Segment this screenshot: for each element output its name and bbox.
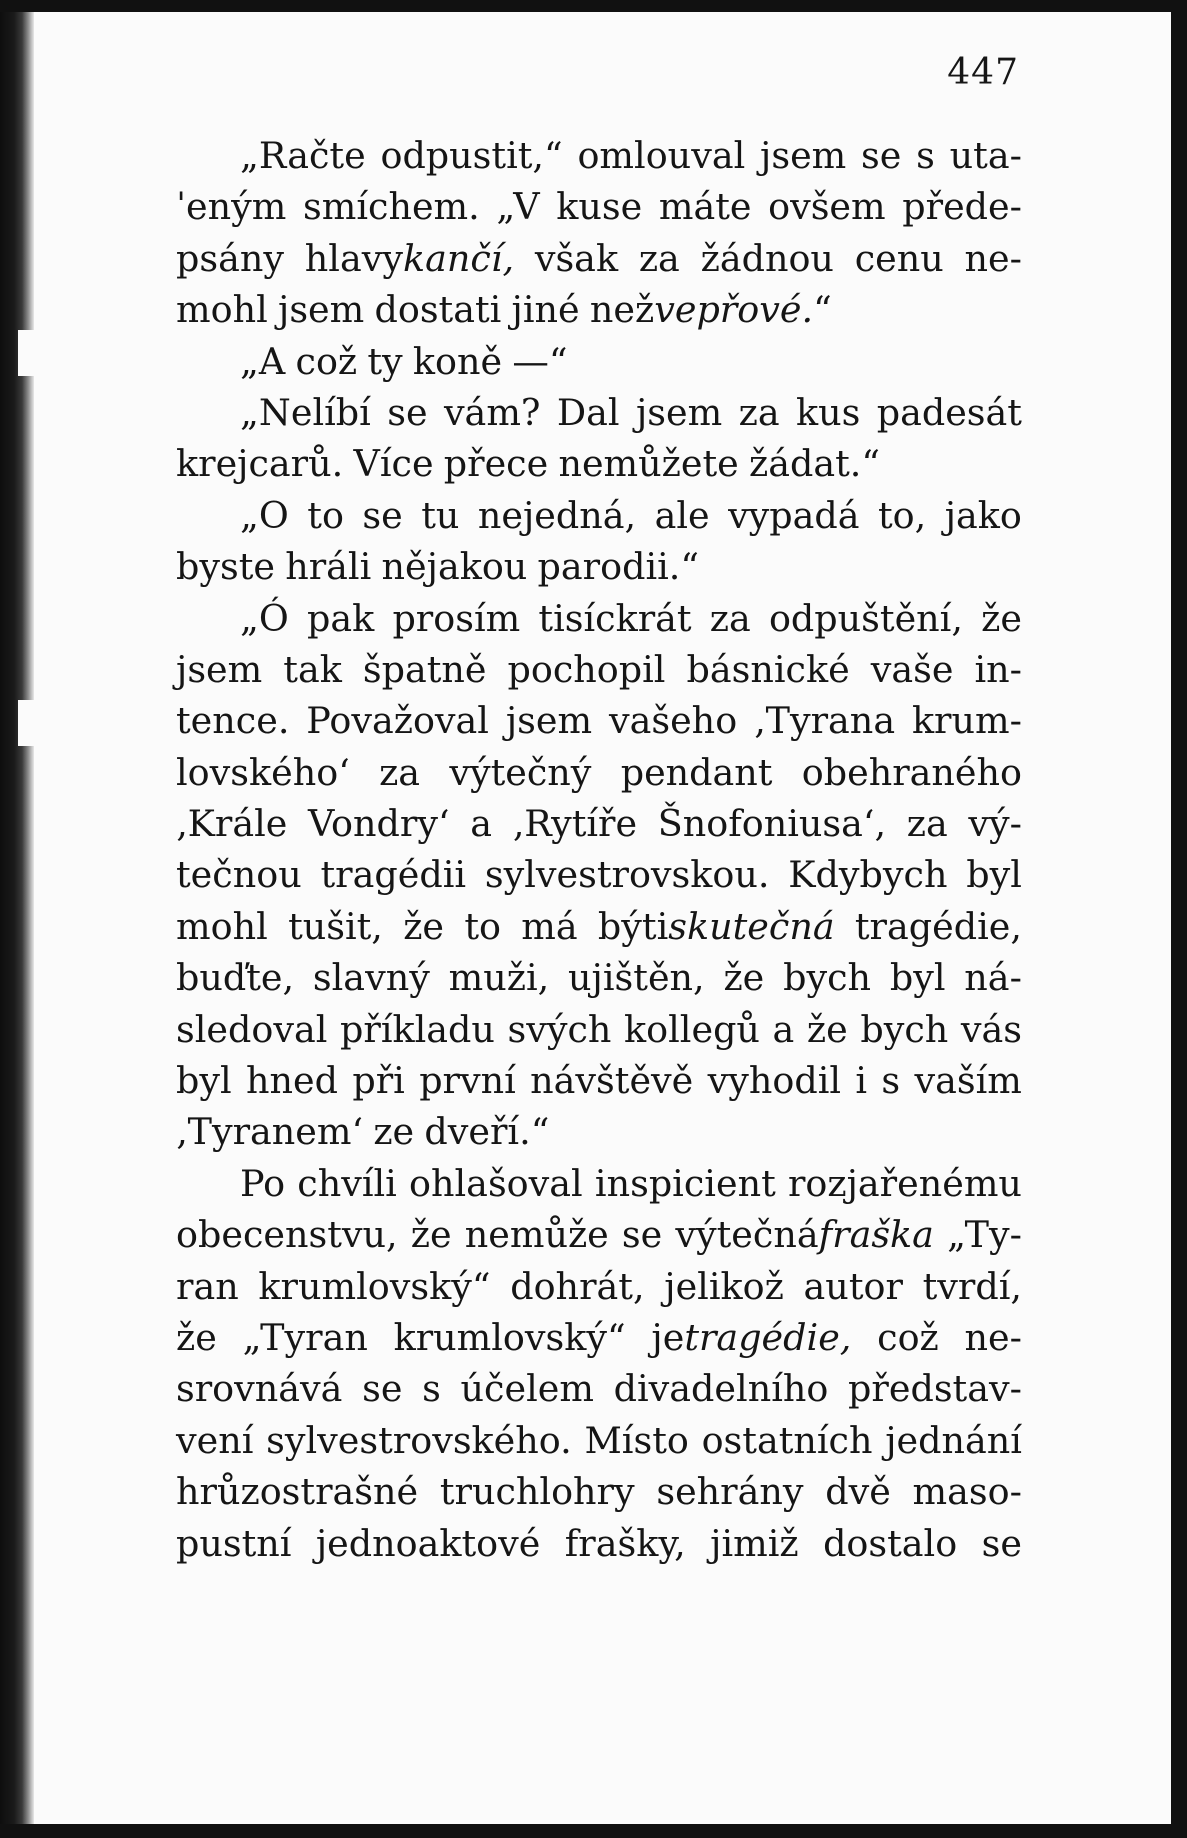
- word: ostatních: [701, 1418, 873, 1462]
- word: za: [709, 596, 751, 640]
- word: nežvepřové.“: [589, 288, 832, 332]
- word: účelem: [460, 1367, 594, 1411]
- word: žádnou: [700, 236, 834, 280]
- word: prosím: [392, 596, 521, 640]
- text-line: [176, 644, 1022, 695]
- word: nemůže: [464, 1213, 609, 1257]
- text-line: [176, 1312, 1022, 1363]
- word: ˈeným: [176, 185, 287, 229]
- binding-edge: [0, 0, 34, 1838]
- word: pochopil: [507, 647, 666, 691]
- text-line: [176, 490, 1022, 541]
- word: Považoval: [306, 699, 489, 743]
- word: při: [352, 1059, 405, 1103]
- word: „Nelíbí: [240, 390, 371, 434]
- word: ‚Krále: [176, 802, 288, 846]
- scan-border-bottom: [0, 1824, 1187, 1838]
- word: se: [981, 1521, 1022, 1565]
- word: tak: [283, 647, 342, 691]
- text-line: [176, 952, 1022, 1003]
- word: hrůzostrašné: [176, 1470, 419, 1514]
- word: ‚Tyranem‘: [176, 1110, 364, 1154]
- word: jsem: [635, 390, 723, 434]
- text-line: [176, 387, 1022, 438]
- word: vypadá: [728, 493, 860, 537]
- word: špatně: [362, 647, 487, 691]
- text-line: [176, 1055, 1022, 1106]
- word: že: [410, 1213, 452, 1257]
- word: cenu: [854, 236, 944, 280]
- word: býtiskutečná: [597, 904, 835, 948]
- word: kollegů: [624, 1007, 760, 1051]
- word: Vondry‘: [308, 802, 450, 846]
- word: hlavykančí,: [304, 236, 515, 280]
- text-line: [176, 901, 1022, 952]
- word: pendant: [620, 750, 773, 794]
- word: se: [387, 390, 428, 434]
- word: padesát: [876, 390, 1022, 434]
- word: žádat.“: [749, 442, 881, 486]
- word: odpuštění,: [768, 596, 963, 640]
- word: ze: [373, 1110, 415, 1154]
- word: tvrdí,: [922, 1264, 1022, 1308]
- word: přece: [443, 442, 549, 486]
- word: omlouval: [577, 134, 746, 177]
- word: Kdybych: [788, 853, 948, 897]
- word: má: [521, 904, 578, 948]
- word: kus: [795, 390, 861, 434]
- word: sledoval: [176, 1007, 328, 1051]
- text-line: [176, 1363, 1022, 1414]
- text-line: [176, 747, 1022, 798]
- word: nejedná,: [477, 493, 637, 537]
- word: jimiž: [710, 1521, 799, 1565]
- word: frašky,: [564, 1521, 686, 1565]
- word: s: [881, 1059, 901, 1103]
- word: krumlovský“: [258, 1264, 491, 1308]
- word: muži,: [448, 956, 550, 1000]
- word: vení: [176, 1418, 254, 1462]
- word: dostati: [374, 288, 502, 332]
- word: za: [738, 390, 780, 434]
- word: jednoaktové: [315, 1521, 541, 1565]
- word: jako: [944, 493, 1022, 537]
- word: že: [403, 904, 445, 948]
- word: Šnofoniusa‘,: [657, 802, 887, 846]
- word: nějakou: [381, 545, 528, 589]
- word: představ-: [848, 1367, 1022, 1411]
- text-line: [176, 130, 1022, 181]
- word: však: [534, 236, 619, 280]
- word: tušit,: [288, 904, 383, 948]
- word: nemůžete: [558, 442, 739, 486]
- text-line: [176, 1466, 1022, 1517]
- word: Po: [240, 1161, 286, 1205]
- word: „Tyran: [242, 1315, 368, 1359]
- word: obehraného: [801, 750, 1022, 794]
- word: jelikož: [664, 1264, 784, 1308]
- word: byste: [176, 545, 275, 589]
- word: vaše: [870, 647, 954, 691]
- word: mohl: [176, 904, 268, 948]
- word: za: [638, 236, 680, 280]
- word: jsem: [505, 699, 593, 743]
- word: hráli: [285, 545, 372, 589]
- word: „Ó: [240, 596, 289, 640]
- text-line: [176, 284, 1022, 335]
- word: lovského‘: [176, 750, 350, 794]
- text-line: [176, 541, 1022, 592]
- word: se: [621, 1213, 663, 1257]
- word: „A: [240, 339, 286, 383]
- word: že: [806, 1007, 848, 1051]
- word: „Ty-: [947, 1213, 1022, 1257]
- word: se: [362, 1367, 403, 1411]
- word: sylvestrovskou.: [484, 853, 770, 897]
- text-line: [176, 336, 1022, 387]
- word: obecenstvu,: [176, 1213, 398, 1257]
- word: „V: [496, 185, 540, 229]
- word: jiné: [511, 288, 580, 332]
- text-line: [176, 798, 1022, 849]
- word: sylvestrovského.: [266, 1418, 572, 1462]
- word: se: [861, 134, 902, 177]
- word: srovnává: [176, 1367, 343, 1411]
- word: krejcarů.: [176, 442, 344, 486]
- word: buďte,: [176, 956, 295, 1000]
- word: s: [916, 134, 935, 177]
- word: tisíckrát: [538, 596, 692, 640]
- word: dohrát,: [510, 1264, 645, 1308]
- word: to: [464, 904, 501, 948]
- word: svých: [507, 1007, 612, 1051]
- word: divadelního: [613, 1367, 829, 1411]
- word: tečnou: [176, 853, 302, 897]
- text-line: [176, 849, 1022, 900]
- text-line: [176, 1106, 1022, 1157]
- word: vás: [960, 1007, 1022, 1051]
- word: tragédii: [320, 853, 467, 897]
- word: se: [362, 493, 403, 537]
- word: byl: [176, 1059, 232, 1103]
- word: první: [419, 1059, 516, 1103]
- word: máte: [658, 185, 752, 229]
- text-line: [176, 181, 1022, 232]
- word: což: [295, 339, 358, 383]
- body-text: [176, 130, 1022, 1569]
- word: Dal: [556, 390, 620, 434]
- text-line: [176, 1415, 1022, 1466]
- word: za: [906, 802, 948, 846]
- word: což: [877, 1315, 939, 1359]
- word: inspicient: [594, 1161, 776, 1205]
- text-line: [176, 593, 1022, 644]
- word: ujištěn,: [568, 956, 705, 1000]
- word: ale: [654, 493, 710, 537]
- word: pak: [307, 596, 375, 640]
- word: byl: [966, 853, 1022, 897]
- text-line: [176, 233, 1022, 284]
- word: bych: [860, 1007, 949, 1051]
- word: návštěvě: [530, 1059, 694, 1103]
- word: ohlašoval: [409, 1161, 583, 1205]
- word: krum-: [911, 699, 1022, 743]
- text-line: [176, 1004, 1022, 1055]
- word: jsem: [176, 647, 263, 691]
- word: dveří.“: [424, 1110, 550, 1154]
- text-line: [176, 1261, 1022, 1312]
- word: s: [422, 1367, 441, 1411]
- word: vašeho: [608, 699, 738, 743]
- word: to: [307, 493, 344, 537]
- word: ne-: [964, 236, 1022, 280]
- word: jednání: [885, 1418, 1022, 1462]
- word: autor: [803, 1264, 903, 1308]
- text-line: [176, 1518, 1022, 1569]
- word: a: [772, 1007, 795, 1051]
- word: kuse: [556, 185, 643, 229]
- word: vyhodil: [707, 1059, 842, 1103]
- word: hned: [246, 1059, 338, 1103]
- word: —“: [512, 339, 568, 383]
- word: dvě: [825, 1470, 891, 1514]
- word: básnické: [686, 647, 850, 691]
- word: sehrány: [656, 1470, 804, 1514]
- word: koně: [412, 339, 503, 383]
- word: přede-: [902, 185, 1022, 229]
- word: tu: [421, 493, 460, 537]
- word: za: [379, 750, 421, 794]
- word: vaším: [914, 1059, 1022, 1103]
- word: „Račte: [240, 134, 366, 177]
- word: slavný: [312, 956, 430, 1000]
- scan-border-top: [0, 0, 1187, 12]
- word: ne-: [964, 1315, 1022, 1359]
- word: rozjařenému: [787, 1161, 1022, 1205]
- page-number: 447: [947, 52, 1019, 93]
- word: ‚Tyrana: [754, 699, 896, 743]
- word: maso-: [912, 1470, 1022, 1514]
- text-line: [176, 438, 1022, 489]
- word: ovšem: [768, 185, 886, 229]
- word: jsem: [278, 288, 365, 332]
- word: jsem: [760, 134, 847, 177]
- word: pustní: [176, 1521, 292, 1565]
- binding-notch: [18, 330, 40, 376]
- word: ran: [176, 1264, 239, 1308]
- word: příkladu: [340, 1007, 495, 1051]
- word: tence.: [176, 699, 290, 743]
- scan-border-right: [1171, 0, 1187, 1838]
- word: byl: [889, 956, 946, 1000]
- word: vý-: [968, 802, 1022, 846]
- word: krumlovský“: [393, 1315, 626, 1359]
- word: smíchem.: [302, 185, 480, 229]
- word: výtečný: [449, 750, 592, 794]
- word: odpustit,“: [380, 134, 563, 177]
- word: ná-: [964, 956, 1022, 1000]
- word: i: [855, 1059, 868, 1103]
- word: parodii.“: [537, 545, 700, 589]
- word: Místo: [584, 1418, 689, 1462]
- word: uta-: [949, 134, 1022, 177]
- word: Více: [353, 442, 434, 486]
- word: to,: [878, 493, 927, 537]
- word: ty: [367, 339, 403, 383]
- word: bych: [783, 956, 872, 1000]
- word: tragédie,: [854, 904, 1022, 948]
- word: mohl: [176, 288, 268, 332]
- word: psány: [176, 236, 284, 280]
- word: jetragédie,: [651, 1315, 852, 1359]
- text-line: [176, 1158, 1022, 1209]
- binding-notch: [18, 700, 40, 746]
- word: výtečnáfraška: [675, 1213, 934, 1257]
- word: „O: [240, 493, 289, 537]
- word: ‚Rytíře: [512, 802, 638, 846]
- word: vám?: [443, 390, 541, 434]
- text-line: [176, 1209, 1022, 1260]
- word: in-: [974, 647, 1022, 691]
- word: dostalo: [823, 1521, 958, 1565]
- word: chvíli: [297, 1161, 397, 1205]
- word: že: [723, 956, 765, 1000]
- word: truchlohry: [439, 1470, 635, 1514]
- word: že: [176, 1315, 217, 1359]
- word: že: [981, 596, 1022, 640]
- text-line: [176, 695, 1022, 746]
- word: a: [470, 802, 492, 846]
